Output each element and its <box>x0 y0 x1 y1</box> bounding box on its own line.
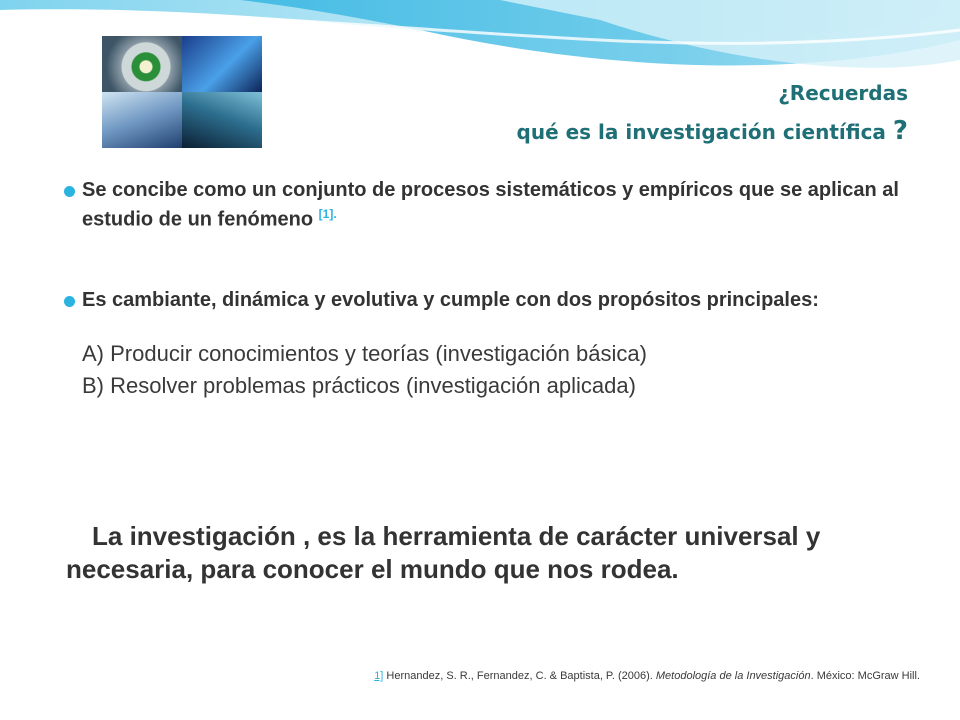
closing-statement: La investigación , es la herramienta de carácter universal y necesaria, para conocer el mundo que nos rodea. <box>66 521 821 584</box>
purpose-item-a: A) Producir conocimientos y teorías (investigación básica) <box>82 340 647 366</box>
purpose-list <box>64 338 924 402</box>
footnote-ref-link[interactable]: 1] <box>374 670 384 682</box>
bullet-dot-icon <box>64 296 75 307</box>
scientist-photo <box>182 92 262 148</box>
bullet-definition: Se concibe como un conjunto de procesos sistemáticos y empíricos que se aplican al estudio de un fenómeno $^{[1].}$ <box>64 178 924 232</box>
title-question-mark: ? <box>892 116 908 146</box>
purpose-item-b: B) Resolver problemas prácticos (investigación aplicada) <box>82 372 636 398</box>
title-line-2: qué es la investigación científica ? <box>516 116 908 146</box>
keyboard-hand-photo <box>182 36 262 92</box>
footnote-book-title: Metodología de la Investigación <box>655 670 811 682</box>
citation-ref: [1]. <box>318 207 337 221</box>
slide-body <box>64 178 924 402</box>
footnote: 1] Hernandez, S. R., Fernandez, C. & Baptista, P. (2006). Metodología de la Investigación. México: McGraw Hill. <box>374 670 920 682</box>
bullet-dot-icon <box>64 186 75 197</box>
title-line-1: ¿Recuerdas <box>778 81 908 105</box>
bullet-purposes: Es cambiante, dinámica y evolutiva y cumple con dos propósitos principales: <box>64 288 924 312</box>
science-photo-collage <box>102 36 262 148</box>
lab-glove-photo <box>102 92 182 148</box>
eye-photo <box>102 36 182 92</box>
slide-title <box>517 74 908 151</box>
